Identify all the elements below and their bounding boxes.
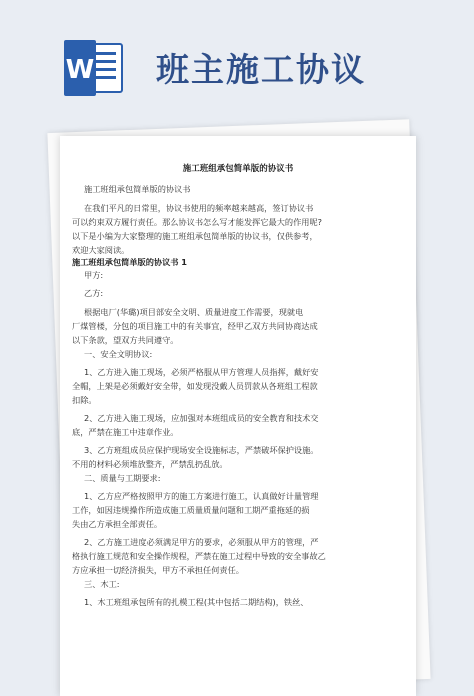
paragraph-line: 格执行施工规范和安全操作规程，严禁在施工过程中导致的安全事故乙 [72, 551, 326, 561]
paragraph-line: 失由乙方承担全部责任。 [72, 519, 163, 529]
section-heading: 施工班组承包简单版的协议书 1 [72, 257, 187, 267]
paragraph-line: 工作，如因违规操作所造成施工质量质量问题和工期严重拖延的损 [72, 505, 310, 515]
paragraph-line: 一、安全文明协议: [84, 349, 153, 359]
document-page [60, 136, 416, 696]
paragraph-line: 底，严禁在施工中违章作业。 [72, 427, 179, 437]
paragraph-line: 在我们平凡的日常里，协议书使用的频率越来越高，签订协议书 [84, 203, 314, 213]
header [0, 0, 474, 112]
paragraph-line: 施工班组承包简单版的协议书 [84, 184, 191, 194]
paragraph-line: 厂煤管楼，分包的项目施工中的有关事宜，经甲乙双方共同协商达成 [72, 321, 318, 331]
paragraph-line: 方应承担一切经济损失，甲方不承担任何责任。 [72, 565, 244, 575]
paragraph-line: 不用的材料必须堆放整齐，严禁乱扔乱放。 [72, 459, 228, 469]
paragraph-line: 1、木工班组承包所有的扎模工程(其中包括二期结构)，铁丝、 [84, 597, 309, 607]
paragraph-line: 全帽，上架是必须戴好安全带，如发现没戴人员罚款从各班组工程款 [72, 381, 318, 391]
word-icon [64, 40, 124, 96]
word-icon-letter: W [65, 55, 95, 85]
paragraph-line: 扣除。 [72, 395, 97, 405]
paragraph-line: 乙方: [84, 288, 104, 298]
paragraph-line: 根据电厂(华璐)项目部安全文明、质量进度工作需要，现就电 [84, 307, 304, 317]
paragraph-line: 欢迎大家阅读。 [72, 245, 130, 255]
paragraph-line: 1、乙方应严格按照甲方的施工方案进行施工，认真做好计量管理 [84, 491, 319, 501]
paragraph-line: 二、质量与工期要求: [84, 473, 161, 483]
paragraph-line: 可以约束双方履行责任。那么协议书怎么写才能发挥它最大的作用呢? [72, 217, 322, 227]
paragraph-line: 以下条款，望双方共同遵守。 [72, 335, 179, 345]
paragraph-line: 2、乙方施工进度必须满足甲方的要求，必须服从甲方的管理，严 [84, 537, 319, 547]
paragraph-line: 甲方: [84, 270, 104, 280]
paragraph-line: 1、乙方进入施工现场，必须严格服从甲方管理人员指挥，戴好安 [84, 367, 319, 377]
document-title: 施工班组承包简单版的协议书 [182, 164, 294, 174]
paragraph-line: 3、乙方班组成员应保护现场安全设施标志，严禁破坏保护设施。 [84, 445, 319, 455]
doc-title: 班主施工协议 [156, 50, 366, 89]
paragraph-line: 三、木工: [84, 579, 120, 589]
paragraph-line: 2、乙方进入施工现场，应加强对本班组成员的安全教育和技术交 [84, 413, 319, 423]
paragraph-line: 以下是小编为大家整理的施工班组承包简单版的协议书，仅供参考， [72, 231, 318, 241]
